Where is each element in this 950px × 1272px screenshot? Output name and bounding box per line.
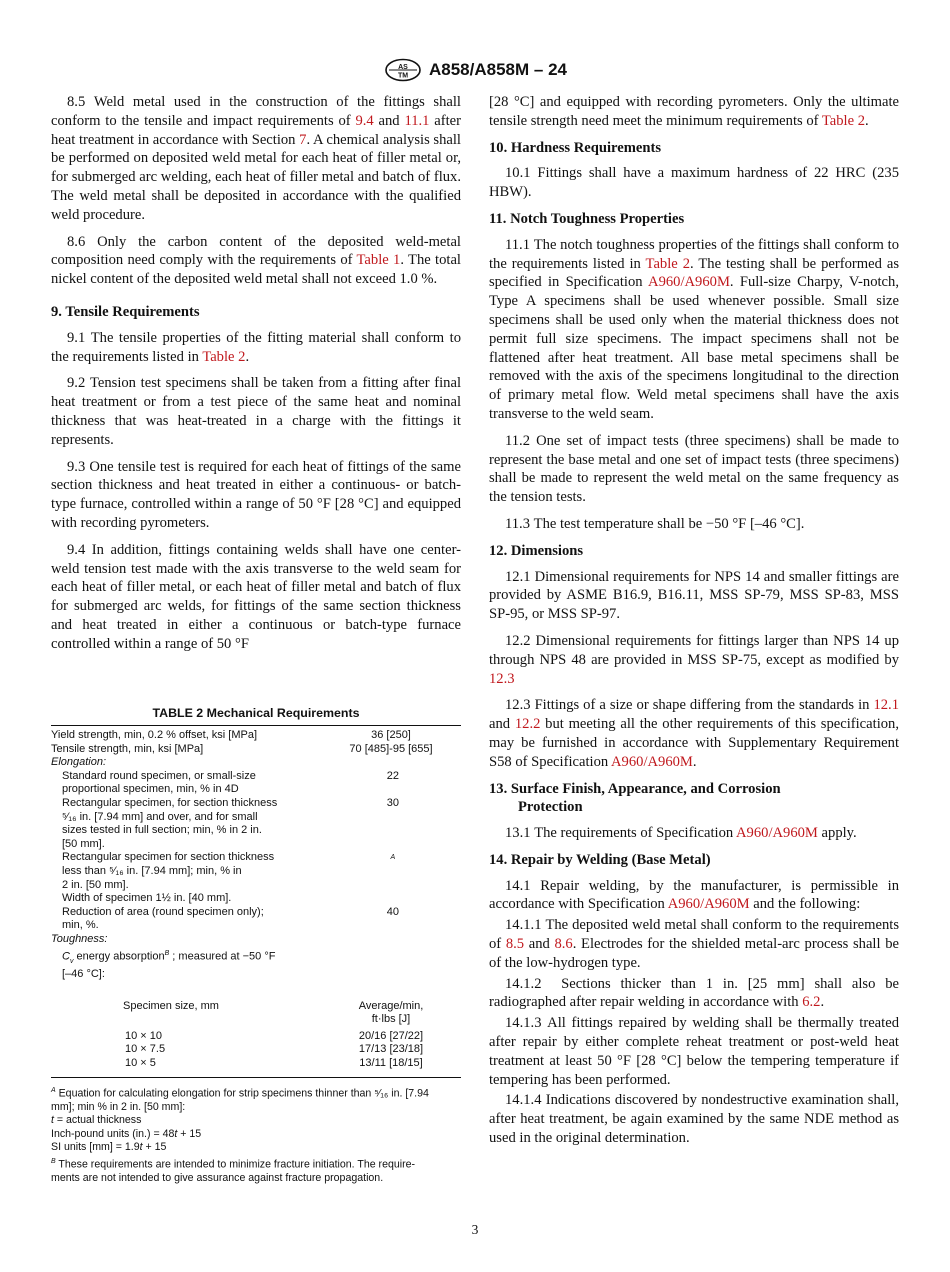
table-row-toughness: Toughness: (51, 932, 108, 945)
para-14-1-2: 14.1.2 Sections thicker than 1 in. [25 mm] shall also be radiographed after repair welding in accordance with 6.2. (489, 975, 899, 1011)
link-6-2[interactable]: 6.2 (802, 994, 821, 1011)
para-14-1: 14.1 Repair welding, by the manufacturer, is permissible in accordance with Specification A960/A960M and the following: (489, 877, 899, 913)
right-column (489, 93, 899, 1150)
table-row-reduction-area: Reduction of area (round specimen only); min, %. 40 (62, 905, 399, 932)
footnote-ref-a: A (390, 854, 396, 862)
link-a960[interactable]: A960/A960M (611, 753, 693, 770)
para-12-3: 12.3 Fittings of a size or shape differing from the standards in 12.1 and 12.2 but meeting all the other requirements of this specification, may be furnished in accordance with Supplementary Requirement S58 of Specification A960/A960M. (489, 697, 899, 770)
para-9-4-continued: [28 °C] and equipped with recording pyrometers. Only the ultimate tensile strength need meet the minimum requirements of Table 2. (489, 94, 899, 129)
link-a960[interactable]: A960/A960M (648, 274, 730, 291)
para-13-1: 13.1 The requirements of Specification A960/A960M apply. (505, 825, 857, 842)
table-subheader: Specimen size, mm Average/min, ft·lbs [J] (123, 999, 424, 1026)
para-11-2: 11.2 One set of impact tests (three specimens) shall be made to represent the base metal and one set of impact tests (three specimens) shall be made to represent the weld metal on the same frequency as the tension tests. (489, 432, 899, 506)
para-14-1-3: 14.1.3 All fittings repaired by welding shall be thermally treated after repair by either complete reheat treatment or post-weld heat treatment at least 50 °F [28 °C] below the tempering temperature if tempering has been performed. (489, 1015, 899, 1088)
table-row: 10 × 5 13/11 [18/15] (125, 1056, 423, 1069)
para-9-1: 9.1 The tensile properties of the fitting material shall conform to the requirements listed in Table 2. (51, 329, 461, 365)
page-header (0, 57, 950, 83)
link-table-1[interactable]: Table 1 (356, 252, 401, 269)
section-12-heading: 12. Dimensions (489, 542, 584, 559)
link-11-1[interactable]: 11.1 (404, 112, 430, 129)
link-a960[interactable]: A960/A960M (667, 896, 750, 913)
para-9-3: 9.3 One tensile test is required for each heat of fittings of the same section thickness and heat treated in either a continuous- or batch-type furnace, controlled within a range of 50 °F [28 °C] and equipped with recording pyrometers. (51, 458, 461, 531)
link-12-2[interactable]: 12.2 (514, 716, 541, 733)
para-9-2: 9.2 Tension test specimens shall be taken from a fitting after final heat treatment or from a test piece of the same heat and nominal thickness that was heat-treated in a charge with the fittings it represents. (51, 375, 462, 448)
section-14-heading: 14. Repair by Welding (Base Metal) (489, 851, 711, 868)
link-table-2[interactable]: Table 2 (202, 348, 246, 365)
page-number: 3 (471, 1222, 479, 1237)
astm-logo-icon (383, 58, 423, 82)
svg-text:TM: TM (397, 72, 409, 80)
link-8-5[interactable]: 8.5 (505, 936, 525, 953)
section-10-heading: 10. Hardness Requirements (489, 139, 662, 156)
footnote-a: $^A$ Equation for calculating elongation for strip specimens thinner than ⁵⁄₁₆ in. [7.94 (51, 1086, 429, 1100)
table-row: 10 × 10 20/16 [27/22] (125, 1029, 424, 1042)
table-row-round-specimen: Standard round specimen, or small-size proportional specimen, min, % in 4D 22 (62, 769, 399, 796)
para-12-2: 12.2 Dimensional requirements for fittings larger than NPS 14 up through NPS 48 are provided in MSS SP-75, except as modified by 12.3 (489, 632, 899, 687)
link-section-7[interactable]: 7 (299, 131, 307, 148)
table-row: 10 × 7.5 17/13 [23/18] (125, 1043, 424, 1056)
section-13-heading: 13. Surface Finish, Appearance, and Corrosion Protection (489, 780, 781, 816)
link-12-3[interactable]: 12.3 (489, 670, 515, 687)
para-11-3: 11.3 The test temperature shall be −50 °F [–46 °C]. (505, 515, 805, 532)
para-8-6: 8.6 Only the carbon content of the deposited weld-metal composition need comply with the requirements of Table 1. The total nickel content of the deposited weld metal shall not exceed 1.0 %. (51, 233, 461, 288)
table-row-elongation: Elongation: (51, 756, 107, 769)
table-row-rect-specimen: Rectangular specimen, for section thickness ⁵⁄₁₆ in. [7.94 mm] and over, and for small sizes tested in full section; min, % in 2 in. [50 mm]. 30 (62, 796, 399, 850)
para-9-4: 9.4 In addition, fittings containing welds shall have one center-weld tension test made with the axis transverse to the weld seam for each heat of filler metal, or each heat of filler metal and batch of flux for submerged arc welds, for fittings of the same section thickness and heat treated in either a continuous or batch-type furnace controlled within a range of 50 °F (51, 541, 461, 652)
svg-text:AS: AS (398, 64, 408, 71)
table-row-thin-specimen: Rectangular specimen for section thickness less than ⁵⁄₁₆ in. [7.94 mm]; min, % in 2 in. [50 mm]. Width of specimen 1½ in. [40 mm]. $^A$ (62, 851, 396, 905)
table-row-yield: Yield strength, min, 0.2 % offset, ksi [MPa] 36 [250] (51, 729, 411, 741)
document-id: A858/A858M – 24 (429, 60, 567, 79)
para-8-5: 8.5 Weld metal used in the construction of the fittings shall conform to the tensile and impact requirements of 9.4 and 11.1 after heat treatment in accordance with Section 7. A chemical analysis shall be performed on deposited weld metal for each heat of filler metal or, for submerged arc welding, each heat of filler metal and batch of flux. The weld metal shall be deposited in accordance with the qualified weld procedure. (51, 94, 461, 223)
para-10-1: 10.1 Fittings shall have a maximum hardness of 22 HRC (235 HBW). (489, 165, 899, 201)
table-2 (51, 706, 461, 1186)
para-14-1-4: 14.1.4 Indications discovered by nondestructive examination shall, after heat treatment, be again examined by the same NDE method as used in the original determination. (489, 1092, 899, 1147)
section-11-heading: 11. Notch Toughness Properties (489, 210, 685, 227)
footnote-b: $^B$ These requirements are intended to minimize fracture initiation. The require- (51, 1158, 416, 1171)
link-table-2[interactable]: Table 2 (821, 112, 866, 129)
table-row-tensile: Tensile strength, min, ksi [MPa] 70 [485]-95 [655] (51, 742, 433, 755)
left-column (51, 93, 461, 662)
link-9-4[interactable]: 9.4 (355, 112, 374, 129)
para-12-1: 12.1 Dimensional requirements for NPS 14 and smaller fittings are provided by ASME B16.9, B16.11, MSS SP-79, MSS SP-83, MSS SP-95, or MSS SP-97. (489, 568, 899, 623)
link-8-6[interactable]: 8.6 (554, 936, 573, 953)
table-row-cv-energy: $C_v$ energy absorption$^B$ ; measured at −50 °F [–46 °C]: (62, 949, 276, 980)
table-footnotes: $^A$ Equation for calculating elongation for strip specimens thinner than ⁵⁄₁₆ in. [7.94 mm]; min % in 2 in. [50 mm]: t = actual thickness Inch-pound units (in.) = 48t + 15 SI units [mm] = 1.9t + 15 $^B$ These requirements are intended to minimize fracture initiation. The require- ments are not intended to give assurance against fracture propagation. (51, 1084, 461, 1186)
link-12-1[interactable]: 12.1 (873, 697, 899, 714)
section-9-heading: 9. Tensile Requirements (51, 303, 200, 320)
link-a960[interactable]: A960/A960M (736, 825, 818, 842)
para-14-1-1: 14.1.1 The deposited weld metal shall conform to the requirements of 8.5 and 8.6. Electrodes for the shielded metal-arc process shall be of the low-hydrogen type. (489, 917, 899, 971)
table-title: TABLE 2 Mechanical Requirements (152, 706, 360, 720)
table-bottom-rule (51, 1077, 461, 1078)
link-table-2[interactable]: Table 2 (645, 255, 691, 272)
para-11-1: 11.1 The notch toughness properties of the fittings shall conform to the requirements listed in Table 2. The testing shall be performed as specified in Specification A960/A960M. Full-size Charpy, V-notch, Type A specimens shall be used whenever possible. Small size specimens shall be used only when the material thickness does not permit full size specimens. The impact specimens shall not be flattened after heat treatment. All base metal specimens shall be removed with the axis of the specimens longitudinal to the direction of primary metal flow. Weld metal specimens shall have the axis transverse to the weld seam. (489, 236, 900, 422)
